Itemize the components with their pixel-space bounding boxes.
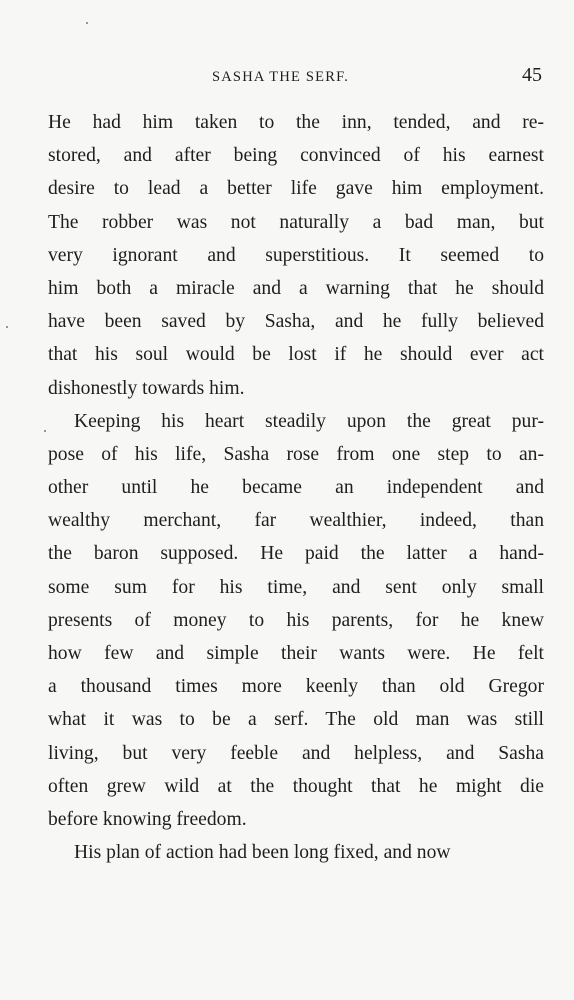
text-line: the baron supposed. He paid the latter a hand- [48, 543, 544, 565]
text-line: presents of money to his parents, for he knew [48, 609, 544, 631]
text-line: The robber was not naturally a bad man, but [48, 211, 544, 233]
text-line: pose of his life, Sasha rose from one step to an- [48, 443, 544, 465]
body-text [48, 106, 544, 869]
text-line: what it was to be a serf. The old man was still [48, 709, 544, 731]
text-line: that his soul would be lost if he should ever act [48, 344, 544, 366]
text-line: living, but very feeble and helpless, and Sasha [48, 742, 544, 764]
text-line: often grew wild at the thought that he might die [48, 775, 544, 797]
text-line: other until he became an independent and [48, 477, 544, 499]
text-line: dishonestly towards him. [48, 377, 245, 399]
text-line: Keeping his heart steadily upon the great pur- [74, 410, 544, 432]
text-line: stored, and after being convinced of his earnest [48, 145, 544, 167]
scan-speck [44, 430, 46, 432]
text-line: how few and simple their wants were. He felt [48, 643, 544, 664]
text-line: a thousand times more keenly than old Gregor [48, 676, 544, 698]
page-number: 45 [522, 64, 542, 86]
text-line: very ignorant and superstitious. It seemed to [48, 244, 544, 266]
scan-speck [6, 326, 8, 328]
text-line: have been saved by Sasha, and he fully believed [48, 311, 544, 333]
scan-speck [86, 22, 88, 24]
text-line: His plan of action had been long fixed, and now [74, 842, 451, 864]
page-header [48, 62, 542, 92]
running-head: SASHA THE SERF. [212, 69, 350, 85]
text-line: him both a miracle and a warning that he should [48, 277, 544, 299]
text-line: wealthy merchant, far wealthier, indeed, than [48, 510, 544, 532]
text-line: He had him taken to the inn, tended, and re- [48, 112, 544, 133]
text-line: before knowing freedom. [48, 808, 247, 830]
text-line: desire to lead a better life gave him employment. [48, 178, 544, 200]
text-line: some sum for his time, and sent only small [48, 576, 544, 598]
